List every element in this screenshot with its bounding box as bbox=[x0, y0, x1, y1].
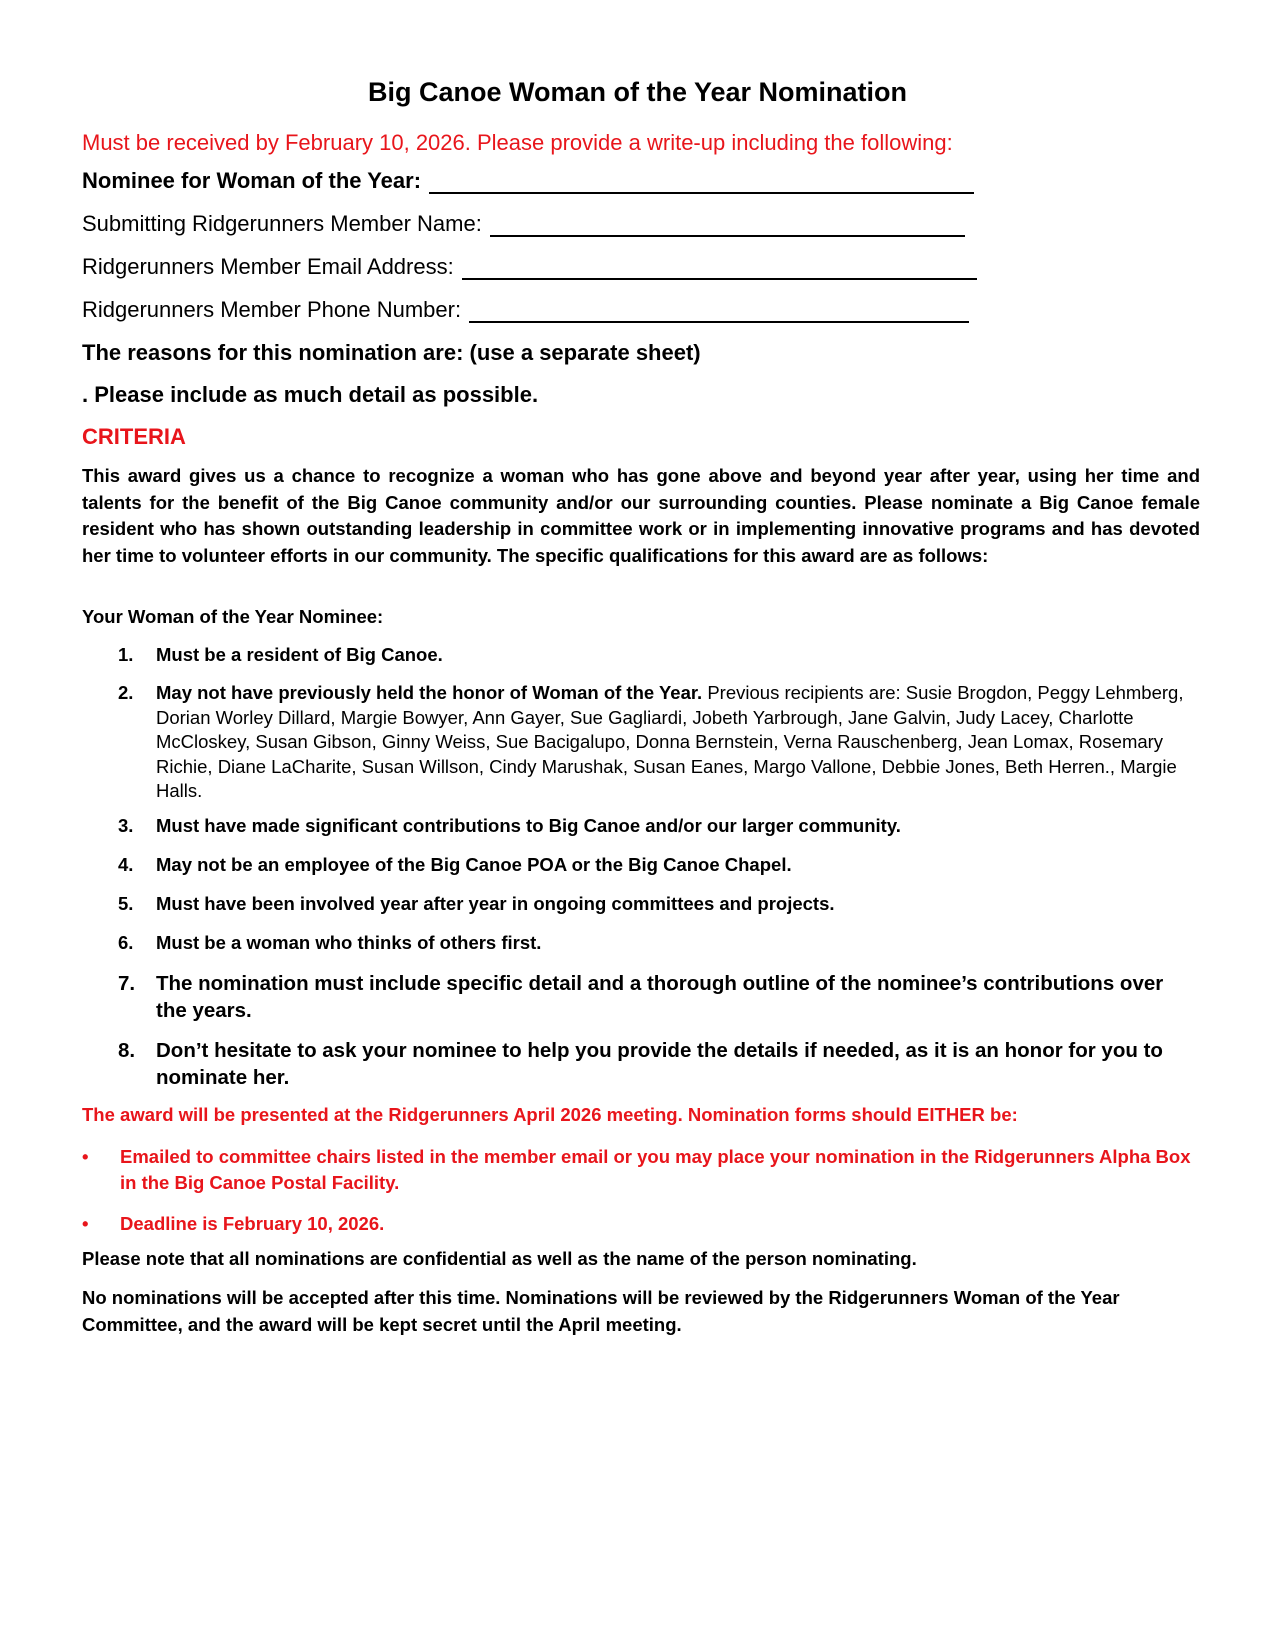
submission-option bbox=[82, 1144, 1192, 1196]
member-phone-label: Ridgerunners Member Phone Number: bbox=[82, 297, 462, 322]
page-title: Big Canoe Woman of the Year Nomination bbox=[367, 77, 908, 107]
item-text: Must be a resident of Big Canoe. bbox=[156, 644, 443, 665]
qualification-item bbox=[118, 643, 1198, 668]
qualification-item bbox=[118, 1037, 1198, 1091]
item-text: Must be a woman who thinks of others first. bbox=[156, 932, 542, 953]
item-number: 3. bbox=[118, 815, 134, 836]
criteria-paragraph: This award gives us a chance to recognize a woman who has gone above and beyond year after year, using her time and talents for the benefit of the Big Canoe community and/or our surrounding counties. Please nominate a Big Canoe female resident who has shown outstanding leadership in committee work or in implementing innovative programs and has devoted her time to volunteer efforts in our community. The specific qualifications for this award are as follows: bbox=[82, 465, 1200, 566]
item-number: 4. bbox=[118, 854, 134, 875]
member-name-label: Submitting Ridgerunners Member Name: bbox=[82, 211, 482, 236]
nominee-field bbox=[82, 168, 974, 194]
item-number: 2. bbox=[118, 682, 134, 703]
item-text: Must have been involved year after year in ongoing committees and projects. bbox=[156, 893, 835, 914]
confidential-note: Please note that all nominations are confidential as well as the name of the person nominating. bbox=[82, 1248, 917, 1269]
member-phone-input-line[interactable] bbox=[469, 299, 969, 323]
item-text: Don’t hesitate to ask your nominee to help you provide the details if needed, as it is an honor for you to nominate her. bbox=[156, 1039, 1163, 1089]
bullet-icon: • bbox=[82, 1213, 89, 1234]
nominee-heading: Your Woman of the Year Nominee: bbox=[82, 606, 384, 627]
qualification-item bbox=[118, 970, 1198, 1024]
item-text: The nomination must include specific detail and a thorough outline of the nominee’s contributions over the years. bbox=[156, 972, 1164, 1022]
member-email-input-line[interactable] bbox=[462, 256, 977, 280]
detail-line: . Please include as much detail as possible. bbox=[82, 382, 539, 407]
item-number: 1. bbox=[118, 644, 134, 665]
member-email-field bbox=[82, 254, 977, 280]
reasons-line: The reasons for this nomination are: (use a separate sheet) bbox=[82, 340, 701, 365]
item-number: 5. bbox=[118, 893, 134, 914]
qualification-item bbox=[118, 814, 1198, 839]
qualification-item bbox=[118, 931, 1198, 956]
member-phone-field bbox=[82, 297, 969, 323]
item-number: 7. bbox=[118, 972, 136, 995]
item-text: May not be an employee of the Big Canoe POA or the Big Canoe Chapel. bbox=[156, 854, 792, 875]
qualification-item bbox=[118, 681, 1198, 804]
member-name-field bbox=[82, 211, 965, 237]
award-notice: The award will be presented at the Ridgerunners April 2026 meeting. Nomination forms should EITHER be: bbox=[82, 1104, 1018, 1125]
bullet-icon: • bbox=[82, 1146, 89, 1167]
member-name-input-line[interactable] bbox=[490, 213, 965, 237]
previous-recipients-list: Previous recipients are: Susie Brogdon, Peggy Lehmberg, Dorian Worley Dillard, Margie Bowyer, Ann Gayer, Sue Gagliardi, Jobeth Yarbrough, Jane Galvin, Judy Lacey, Charlotte McCloskey, Susan Gibson, Ginny Weiss, Sue Bacigalupo, Donna Bernstein, Verna Rauschenberg, Jean Lomax, Rosemary Richie, Diane LaCharite, Susan Willson, Cindy Marushak, Susan Eanes, Margo Vallone, Debbie Jones, Beth Herren., Margie Halls. bbox=[156, 682, 1184, 801]
item-text: Must have made significant contributions to Big Canoe and/or our larger community. bbox=[156, 815, 901, 836]
nominee-field-label: Nominee for Woman of the Year: bbox=[82, 168, 422, 193]
closing-note: No nominations will be accepted after this time. Nominations will be reviewed by the Ridgerunners Woman of the Year Committee, and the award will be kept secret until the April meeting. bbox=[82, 1287, 1120, 1335]
member-email-label: Ridgerunners Member Email Address: bbox=[82, 254, 454, 279]
submission-option bbox=[82, 1211, 1192, 1237]
submission-option-text: Deadline is February 10, 2026. bbox=[120, 1213, 385, 1234]
item-number: 8. bbox=[118, 1039, 136, 1062]
deadline-intro: Must be received by February 10, 2026. Please provide a write-up including the following: bbox=[82, 130, 953, 155]
submission-option-text: Emailed to committee chairs listed in the member email or you may place your nomination in the Ridgerunners Alpha Box in the Big Canoe Postal Facility. bbox=[120, 1146, 1191, 1193]
item-number: 6. bbox=[118, 932, 134, 953]
item-text: May not have previously held the honor of Woman of the Year. bbox=[156, 682, 703, 703]
qualification-item bbox=[118, 853, 1198, 878]
qualification-item bbox=[118, 892, 1198, 917]
nominee-input-line[interactable] bbox=[429, 170, 974, 194]
criteria-heading: CRITERIA bbox=[82, 424, 186, 449]
